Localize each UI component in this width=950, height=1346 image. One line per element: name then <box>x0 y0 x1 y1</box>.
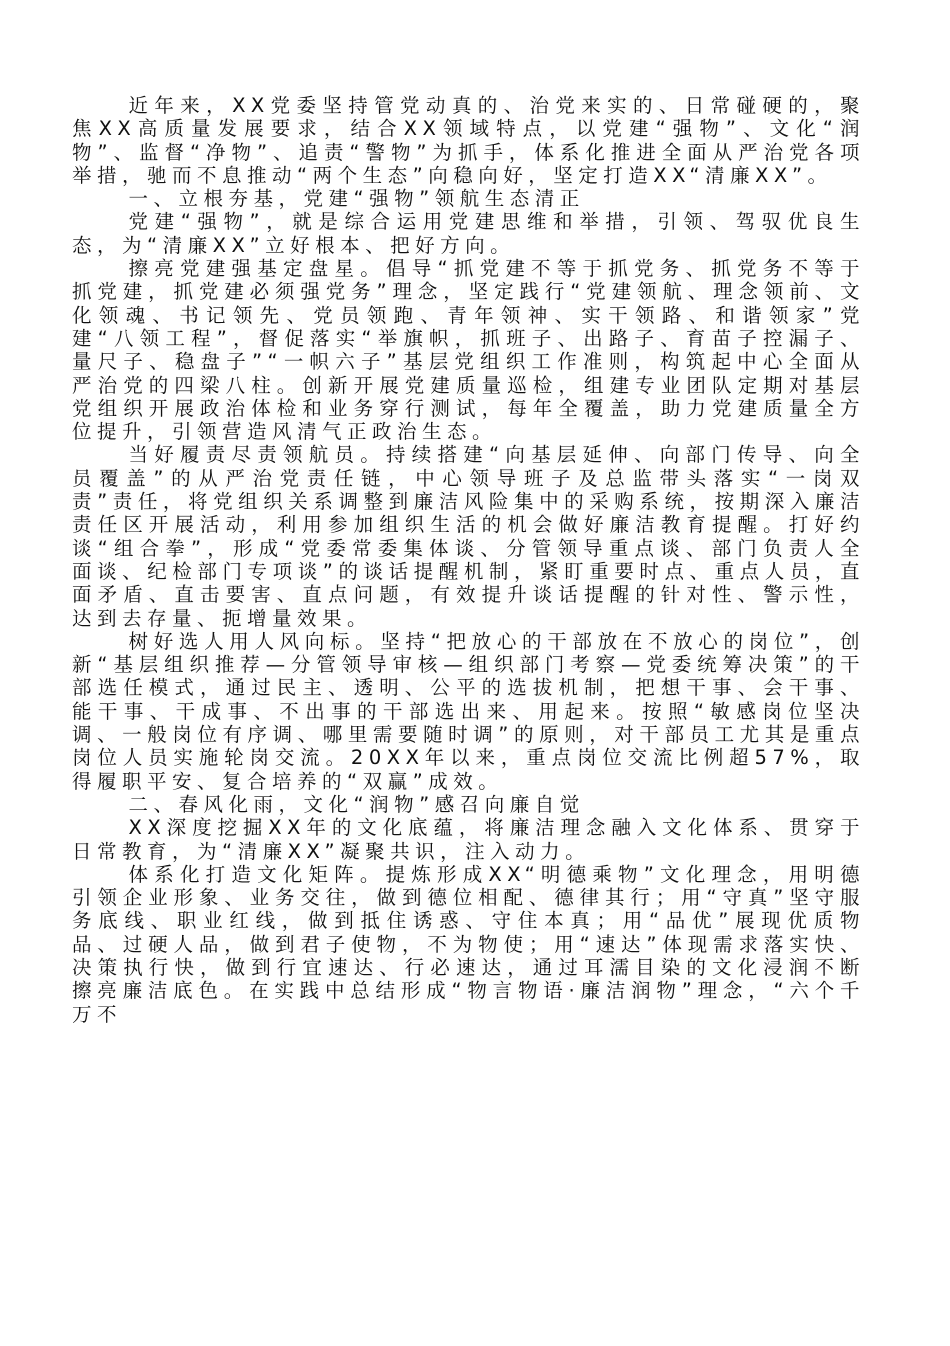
body-paragraph: 树好选人用人风向标。坚持“把放心的干部放在不放心的岗位”，创新“基层组织推荐—分管领导审核—组织部门考察—党委统筹决策”的干部选任模式，通过民主、透明、公平的选拔机制，把想干事、会干事、能干事、干成事、不出事的干部选出来、用起来。按照“敏感岗位坚决调、一般岗位有序调、哪里需要随时调”的原则，对干部员工尤其是重点岗位人员实施轮岗交流。20XX年以来，重点岗位交流比例超57%，取得履职平安、复合培养的“双赢”成效。 <box>72 629 865 793</box>
document-page <box>72 94 865 1026</box>
body-paragraph: 体系化打造文化矩阵。提炼形成XX“明德乘物”文化理念，用明德引领企业形象、业务交往，做到德位相配、德律其行；用“守真”坚守服务底线、职业红线，做到抵住诱惑、守住本真；用“品优”展现优质物品、过硬人品，做到君子使物，不为物使；用“速达”体现需求落实快、决策执行快，做到行宜速达、行必速达，通过耳濡目染的文化浸润不断擦亮廉洁底色。在实践中总结形成“物言物语·廉洁润物”理念，“六个千万不 <box>72 862 865 1026</box>
body-paragraph: 当好履责尽责领航员。持续搭建“向基层延伸、向部门传导、向全员覆盖”的从严治党责任链，中心领导班子及总监带头落实“一岗双责”责任，将党组织关系调整到廉洁风险集中的采购系统，按期深入廉洁责任区开展活动，利用参加组织生活的机会做好廉洁教育提醒。打好约谈“组合拳”，形成“党委常委集体谈、分管领导重点谈、部门负责人全面谈、纪检部门专项谈”的谈话提醒机制，紧盯重要时点、重点人员，直面矛盾、直击要害、直点问题，有效提升谈话提醒的针对性、警示性，达到去存量、扼增量效果。 <box>72 443 865 630</box>
section-heading-1: 一、立根夯基，党建“强物”领航生态清正 <box>128 187 585 211</box>
body-paragraph: XX深度挖掘XX年的文化底蕴，将廉洁理念融入文化体系、贯穿于日常教育，为“清廉XX”凝聚共识，注入动力。 <box>72 816 865 863</box>
section-heading-2: 二、春风化雨，文化“润物”感召向廉自觉 <box>128 792 585 816</box>
body-paragraph: 擦亮党建强基定盘星。倡导“抓党建不等于抓党务、抓党务不等于抓党建，抓党建必须强党务”理念，坚定践行“党建领航、理念领前、文化领魂、书记领先、党员领跑、青年领神、实干领路、和谐领家”党建“八领工程”，督促落实“举旗帜，抓班子、出路子、育苗子控漏子、量尺子、稳盘子”“一帜六子”基层党组织工作准则，构筑起中心全面从严治党的四梁八柱。创新开展党建质量巡检，组建专业团队定期对基层党组织开展政治体检和业务穿行测试，每年全覆盖，助力党建质量全方位提升，引领营造风清气正政治生态。 <box>72 257 865 444</box>
intro-paragraph: 近年来，XX党委坚持管党动真的、治党来实的、日常碰硬的，聚焦XX高质量发展要求，结合XX领域特点，以党建“强物”、文化“润物”、监督“净物”、追责“警物”为抓手，体系化推进全面从严治党各项举措，驰而不息推动“两个生态”向稳向好，坚定打造XX“清廉XX”。 <box>72 94 865 187</box>
body-paragraph: 党建“强物”，就是综合运用党建思维和举措，引领、驾驭优良生态，为“清廉XX”立好根本、把好方向。 <box>72 210 865 257</box>
